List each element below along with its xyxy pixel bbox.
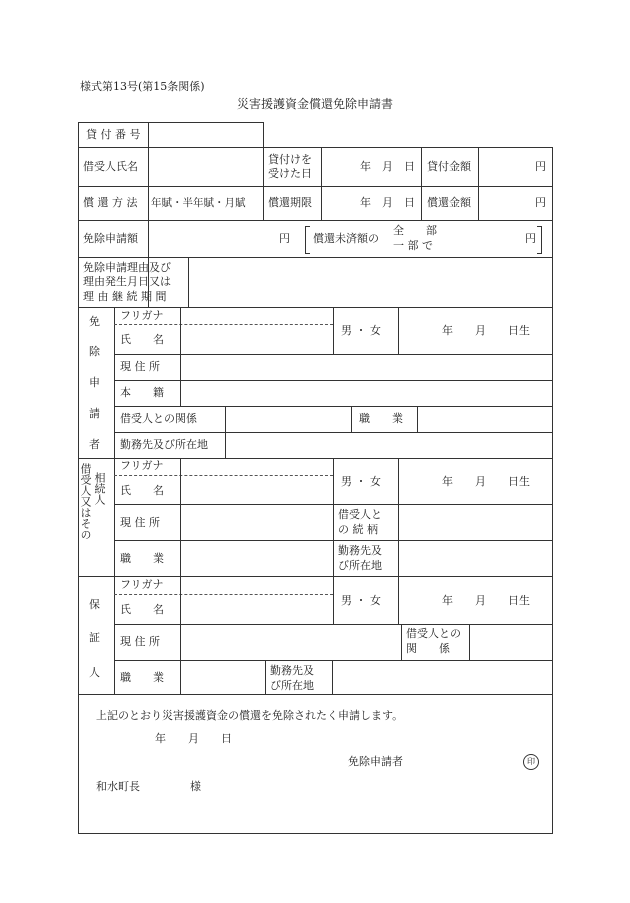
workplace-label-2: び所在地 <box>338 559 382 572</box>
relation-label-1: 借受人と <box>338 508 382 521</box>
birth-label: 年 月 日生 <box>442 594 530 607</box>
domicile-label: 本 籍 <box>120 386 164 399</box>
workplace-label-2: び所在地 <box>270 679 314 692</box>
yen-unit: 円 <box>279 232 290 245</box>
reason-label-3: 理 由 継 続 期 間 <box>83 290 167 303</box>
unpaid-all: 全 部 <box>393 224 437 237</box>
guarantor-side-label: 証 <box>89 631 100 644</box>
relation-label-1: 借受人との <box>406 627 461 640</box>
applicant-side-label: 申 <box>89 376 100 389</box>
address-label: 現 住 所 <box>120 635 160 648</box>
heir-side-label-2: 相続人 <box>93 472 106 505</box>
bracket-right <box>537 226 542 254</box>
sex-label: 男 ・ 女 <box>341 324 381 337</box>
address-label: 現 住 所 <box>120 516 160 529</box>
bracket-left <box>305 226 310 254</box>
reason-label-1: 免除申請理由及び <box>83 261 171 274</box>
repay-amount-label: 償還金額 <box>427 196 471 209</box>
job-label: 職 業 <box>359 412 403 425</box>
addressee: 和水町長 <box>96 780 140 793</box>
birth-label: 年 月 日生 <box>442 475 530 488</box>
guarantor-side-label: 保 <box>89 598 100 611</box>
name-label: 氏 名 <box>120 484 164 497</box>
yen-unit: 円 <box>535 196 546 209</box>
birth-label: 年 月 日生 <box>442 324 530 337</box>
address-label: 現 住 所 <box>120 360 160 373</box>
guarantor-side-label: 人 <box>89 666 100 679</box>
relation-label: 借受人との関係 <box>120 412 197 425</box>
workplace-label: 勤務先及び所在地 <box>120 438 208 451</box>
repay-method-value: 年賦・半年賦・月賦 <box>151 197 246 209</box>
statement: 上記のとおり災害援護資金の償還を免除されたく申請します。 <box>96 709 404 722</box>
loan-date-value: 年 月 日 <box>360 160 415 173</box>
applicant-side-label: 免 <box>89 315 100 328</box>
furigana-label: フリガナ <box>120 578 164 591</box>
sex-label: 男 ・ 女 <box>341 475 381 488</box>
form-number: 様式第13号(第15条関係) <box>80 80 205 93</box>
yen-unit: 円 <box>535 160 546 173</box>
loan-number-label: 貸 付 番 号 <box>86 128 141 141</box>
application-date: 年 月 日 <box>155 732 232 745</box>
name-label: 氏 名 <box>120 333 164 346</box>
seal-icon: 印 <box>523 754 539 770</box>
furigana-label: フリガナ <box>120 309 164 322</box>
sex-label: 男 ・ 女 <box>341 594 381 607</box>
applicant-side-label: 請 <box>89 407 100 420</box>
heir-side-label-1: 借受人又はその <box>79 463 92 540</box>
workplace-label-1: 勤務先及 <box>270 664 314 677</box>
relation-label-2: 関 係 <box>406 642 450 655</box>
loan-amount-label: 貸付金額 <box>427 160 471 173</box>
unpaid-label: 償還未済額の <box>313 232 379 245</box>
loan-date-label-2: 受けた日 <box>268 167 312 180</box>
yen-unit: 円 <box>525 232 536 245</box>
name-label: 氏 名 <box>120 603 164 616</box>
job-label: 職 業 <box>120 671 164 684</box>
relation-label-2: の 続 柄 <box>338 523 378 536</box>
form-title: 災害援護資金償還免除申請書 <box>236 97 393 111</box>
loan-date-label: 貸付けを <box>268 153 312 166</box>
borrower-name-label: 借受人氏名 <box>83 160 138 173</box>
addressee-honorific: 様 <box>190 780 201 793</box>
repay-method-label: 償 還 方 法 <box>83 196 138 209</box>
applicant-side-label: 者 <box>89 438 100 451</box>
furigana-label: フリガナ <box>120 459 164 472</box>
exempt-amount-label: 免除申請額 <box>83 232 138 245</box>
reason-label-2: 理由発生月日又は <box>83 275 171 288</box>
applicant-side-label: 除 <box>89 345 100 358</box>
repay-period-label: 償還期限 <box>268 196 312 209</box>
unpaid-part: 一 部 で <box>393 239 433 252</box>
repay-period-value: 年 月 日 <box>360 196 415 209</box>
job-label: 職 業 <box>120 552 164 565</box>
applicant-signature-label: 免除申請者 <box>348 755 403 768</box>
workplace-label-1: 勤務先及 <box>338 544 382 557</box>
